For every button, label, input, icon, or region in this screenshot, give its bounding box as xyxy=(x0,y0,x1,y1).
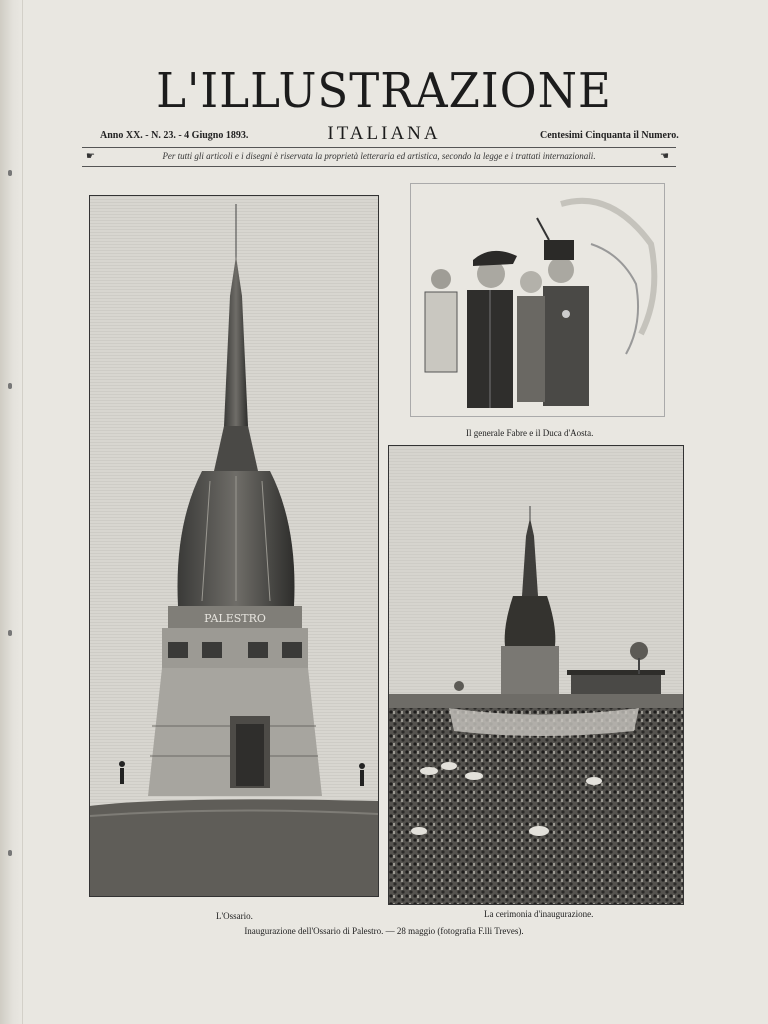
pointing-hand-icon: ☚ xyxy=(660,151,669,162)
masthead-rule-top xyxy=(82,147,676,148)
ossario-inscription: PALESTRO xyxy=(204,612,266,625)
issue-line: Anno XX. - N. 23. - 4 Giugno 1893. xyxy=(100,130,249,141)
binding-stitch xyxy=(8,630,12,636)
masthead-subtitle: ITALIANA xyxy=(327,123,441,144)
copyright-notice: Per tutti gli articoli e i disegni è riservata la proprietà letteraria ed artistica, secondo la legge e i trattati internazionali. xyxy=(162,151,596,161)
price-line: Centesimi Cinquanta il Numero. xyxy=(540,130,679,141)
ossario-engraving xyxy=(90,196,378,896)
binding-stitch xyxy=(8,383,12,389)
masthead-rule-bottom xyxy=(82,166,676,167)
generals-caption: Il generale Fabre e il Duca d'Aosta. xyxy=(466,428,594,438)
page-binding xyxy=(0,0,23,1024)
binding-stitch xyxy=(8,850,12,856)
ceremony-engraving xyxy=(389,446,683,904)
pointing-hand-icon: ☛ xyxy=(86,151,95,162)
ossario-caption: L'Ossario. xyxy=(216,911,253,921)
ceremony-illustration xyxy=(388,445,684,905)
main-caption: Inaugurazione dell'Ossario di Palestro. — 28 maggio (fotografia F.lli Treves). xyxy=(244,926,524,936)
generals-illustration xyxy=(410,183,665,417)
binding-stitch xyxy=(8,170,12,176)
ossario-illustration xyxy=(89,195,379,897)
generals-sketch xyxy=(411,184,664,416)
ceremony-caption: La cerimonia d'inaugurazione. xyxy=(484,909,594,919)
masthead-title: L'ILLUSTRAZIONE xyxy=(156,62,612,119)
